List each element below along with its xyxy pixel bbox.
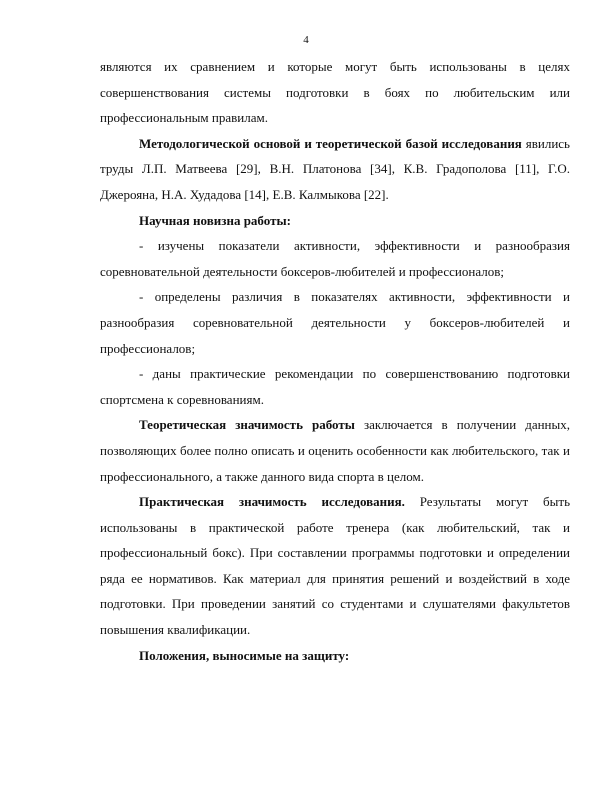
novelty-item-1: - изучены показатели активности, эффективности и разнообразия соревновательной деятельности боксеров-любителей и профессионалов;	[100, 238, 570, 279]
defense-provisions-heading: Положения, выносимые на защиту:	[139, 647, 350, 663]
novelty-heading: Научная новизна работы:	[139, 212, 291, 228]
theoretical-significance-text: заключается в получении данных, позволяющих более полно описать и оценить особенности как любительского, так и профессионального, а также данного вида спорта в целом.	[100, 417, 570, 484]
novelty-item-3: - даны практические рекомендации по совершенствованию подготовки спортсмена к соревнованиям.	[100, 366, 570, 407]
paragraph-continuation: являются их сравнением и которые могут быть использованы в целях совершенствования системы подготовки в боях по любительским или профессиональным правилам.	[100, 59, 570, 126]
page-number: 4	[303, 34, 309, 46]
theoretical-significance-heading: Теоретическая значимость работы	[139, 417, 355, 433]
novelty-item-2: - определены различия в показателях активности, эффективности и разнообразия соревновательной деятельности у боксеров-любителей и профессионалов;	[100, 289, 570, 356]
paragraph-theoretical-significance	[100, 412, 570, 489]
methodology-heading: Методологической основой и теоретической базой исследования	[139, 135, 522, 151]
practical-significance-heading: Практическая значимость исследования.	[139, 494, 405, 510]
document-body	[100, 54, 570, 668]
methodology-text: явились труды Л.П. Матвеева [29], В.Н. Платонова [34], К.В. Градополова [11], Г.О. Джерояна, Н.А. Худадова [14], Е.В. Калмыкова [22].	[100, 135, 570, 202]
practical-significance-text: Результаты могут быть использованы в практической работе тренера (как любительский, так и профессиональный бокс). При составлении программы подготовки и определении ряда ее нормативов. Как материал для принятия решений и воздействий в ходе подготовки. При проведении занятий со студентами и слушателями факультетов повышения квалификации.	[100, 494, 570, 638]
paragraph-methodology	[100, 131, 570, 208]
paragraph-practical-significance	[100, 489, 570, 643]
